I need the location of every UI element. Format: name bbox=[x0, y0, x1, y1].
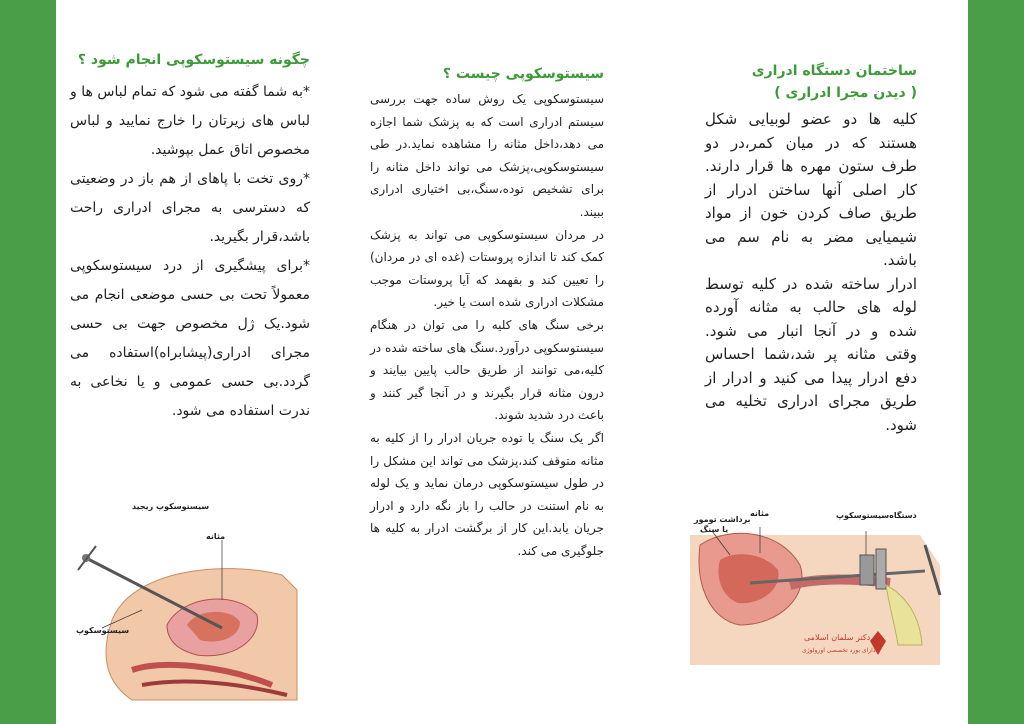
cystoscopy-device-figure bbox=[690, 505, 962, 665]
paragraph-clothing: *به شما گفته می شود که تمام لباس ها و لباس های زیرتان را خارج نمایید و لباس مخصوص اتاق عمل بپوشید. bbox=[70, 84, 310, 158]
paragraph-kidneys: کلیه ها دو عضو لوبیایی شکل هستند که در میان کمر،در دو طرف ستون مهره ها قرار دارند. کار اصلی آنها ساختن ادرار از طریق صاف کردن خون از مواد شیمیایی مضر به نام سم می باشد. bbox=[705, 110, 917, 269]
tumor-label-line1: برداشت تومور bbox=[694, 515, 751, 524]
left-green-band bbox=[0, 0, 56, 724]
bladder-label-right: مثانه bbox=[750, 509, 770, 518]
paragraph-prostate: در مردان سیستوسکوپی می تواند به پزشک کمک کند تا اندازه پروستات (غده ای در مردان) را تعیین کند و بفهمد که آیا پروستات موجب مشکلات ادراری شده است یا خیر. bbox=[370, 227, 604, 310]
paragraph-anesthesia: *برای پیشگیری از درد سیستوسکوپی معمولاً تحت بی حسی موضعی انجام می شود.یک ژل مخصوص جهت بی حسی مجرای ادراری(پیشابراه)استفاده می گردد.بی حسی عمومی و یا نخاعی به ندرت استفاده می شود. bbox=[70, 258, 310, 419]
device-label: دستگاه‌سیستوسکوپ bbox=[836, 511, 917, 520]
paragraph-stones: برخی سنگ های کلیه را می توان در هنگام سیستوسکوپی درآورد.سنگ های ساخته شده در کلیه،می توانند از طریق حالب پایین بیایند و درون مثانه قرار بگیرند و در آنجا گیر کنند و باعث درد شدید شوند. bbox=[370, 317, 604, 423]
urinary-structure-heading: ساختمان دستگاه ادراری bbox=[751, 63, 917, 79]
rigid-cystoscope-illustration bbox=[72, 500, 302, 710]
paragraph-position: *روی تخت با پاهای از هم باز در وضعیتی که دسترسی به مجرای ادراری راحت باشد،قرار بگیرید. bbox=[70, 171, 310, 245]
doctor-signature-title: دارای بورد تخصصی اورولوژی bbox=[802, 647, 876, 654]
figure-title: سیستوسکوپ ریجید bbox=[132, 502, 210, 511]
how-procedure-panel bbox=[70, 46, 310, 426]
paragraph-urine: ادرار ساخته شده در کلیه توسط لوله های حالب به مثانه آورده شده و در آنجا انبار می شود. وقتی مثانه پر شد،شما احساس دفع ادرار پیدا می کنید و ادرار از طریق مجرای ادراری تخلیه می شود. bbox=[705, 274, 917, 434]
cystoscope-label: سیستوسکوپ bbox=[76, 626, 130, 635]
urinary-structure-subheading: ( دیدن مجرا ادراری ) bbox=[774, 85, 917, 101]
paragraph-definition: سیستوسکوپی یک روش ساده جهت بررسی سیستم ادراری است که به پزشک شما اجازه می دهد،داخل مثانه را مشاهده نماید.در طی سیستوسکوپی،پزشک می تواند داخل مثانه را برای تشخیص توده،سنگ،بی اختیاری ادراری ببیند. bbox=[370, 92, 604, 219]
bladder-label: مثانه bbox=[206, 532, 226, 541]
tumor-label-line2: یا سنگ bbox=[700, 525, 729, 534]
paragraph-stent: اگر یک سنگ یا توده جریان ادرار را از کلیه به مثانه متوقف کند،پزشک می تواند این مشکل را در طول سیستوسکوپی درمان نماید و یک لوله به نام استنت در حالب را باز نگه دارد و ادرار جریان یابد.این کار از برگشت ادرار به کلیه ها جلوگیری می کند. bbox=[370, 430, 604, 558]
right-green-band bbox=[968, 0, 1024, 724]
urinary-structure-panel bbox=[705, 60, 917, 437]
what-is-heading: سیستوسکوپی چیست ؟ bbox=[442, 66, 604, 82]
doctor-signature-name: دکتر سلمان اسلامی bbox=[804, 633, 871, 642]
how-procedure-heading: چگونه سیستوسکوپی انجام شود ؟ bbox=[77, 52, 310, 68]
rigid-cystoscope-figure bbox=[72, 500, 302, 710]
what-is-panel bbox=[370, 62, 604, 562]
